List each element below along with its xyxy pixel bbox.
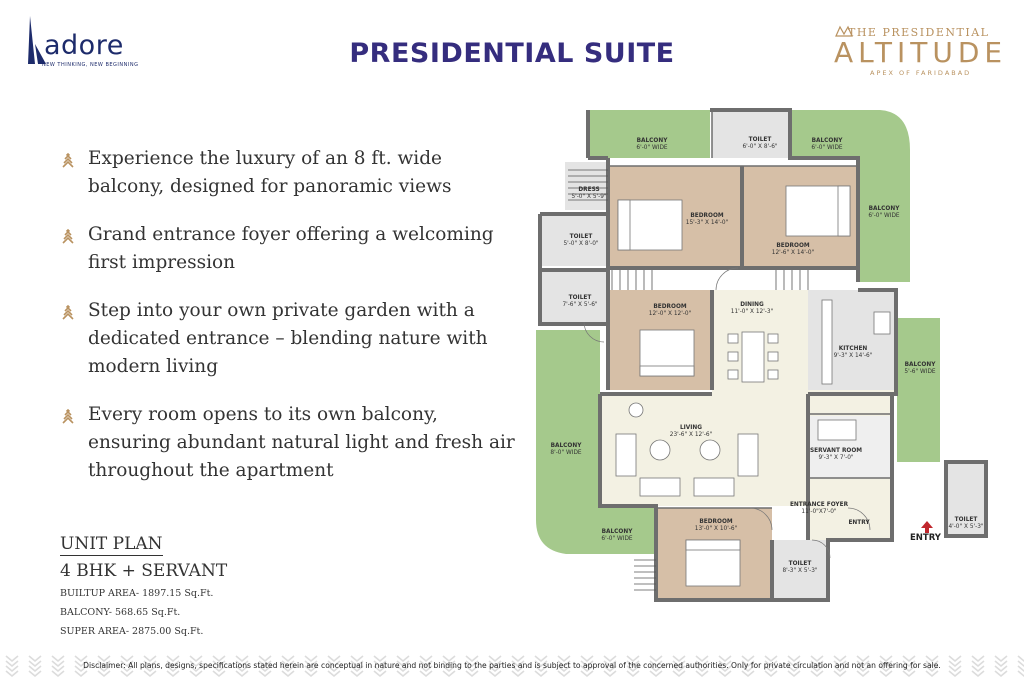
room-label: BALCONY 6'-0" WIDE [811, 138, 843, 151]
feature-item [60, 145, 520, 201]
chevron-stack-icon [60, 408, 76, 424]
project-logo-line2: ALTITUDE [834, 36, 1008, 69]
room-label: ENTRANCE FOYER 11'-0"X7'-0" [789, 502, 849, 515]
project-logo [830, 24, 1010, 80]
balcony-area: BALCONY- 568.65 Sq.Ft. [60, 607, 181, 618]
disclaimer: Disclaimer: All plans, designs, specifications stated herein are conceptual in nature and not binding to the parties and is subject to approval of the concerned authorities. Only for private circulation and not an offering for sale. [83, 661, 941, 670]
room-label: TOILET 6'-0" X 8'-6" [742, 137, 778, 150]
unit-type: 4 BHK + SERVANT [60, 561, 228, 581]
room-label: BALCONY 6'-0" WIDE [636, 138, 668, 151]
feature-text: Experience the luxury of an 8 ft. wide balcony, designed for panoramic views [88, 148, 452, 197]
room-label: BALCONY 8'-0" WIDE [550, 443, 582, 456]
room-label: BEDROOM 12'-6" X 14'-0" [771, 243, 815, 256]
chevron-stack-icon [60, 304, 76, 320]
feature-item [60, 401, 520, 485]
feature-text: Every room opens to its own balcony, ensuring abundant natural light and fresh air throughout the apartment [88, 404, 515, 481]
unit-plan-heading: UNIT PLAN [60, 534, 163, 554]
room-label: KITCHEN 9'-3" X 14'-6" [833, 346, 873, 359]
room-label: TOILET 7'-6" X 5'-6" [562, 295, 598, 308]
entry-arrow-icon [921, 521, 933, 533]
feature-text: Grand entrance foyer offering a welcoming first impression [88, 224, 494, 273]
project-logo-line1: THE PRESIDENTIAL [848, 26, 990, 39]
room-label: BALCONY 5'-6" WIDE [904, 362, 936, 375]
feature-item [60, 221, 520, 277]
entry-label: ENTRY [910, 533, 941, 543]
room-label: SERVANT ROOM 9'-3" X 7'-0" [809, 448, 863, 461]
room-label: BEDROOM 13'-0" X 10'-6" [694, 519, 738, 532]
room-label: BALCONY 6'-0" WIDE [868, 206, 900, 219]
feature-item [60, 297, 520, 381]
builtup-area: BUILTUP AREA- 1897.15 Sq.Ft. [60, 588, 214, 599]
chevron-stack-icon [60, 228, 76, 244]
room-label: BEDROOM 15'-3" X 14'-0" [685, 213, 729, 226]
feature-text: Step into your own private garden with a dedicated entrance – blending nature with modern living [88, 300, 488, 377]
room-label: DINING 11'-0" X 12'-3" [730, 302, 774, 315]
room-label: TOILET 8'-3" X 5'-3" [782, 561, 818, 574]
super-area: SUPER AREA- 2875.00 Sq.Ft. [60, 626, 204, 637]
brand-tagline: NEW THINKING, NEW BEGINNING [42, 62, 139, 68]
room-label: LIVING 23'-6" X 12'-6" [669, 425, 713, 438]
room-label: TOILET 4'-0" X 5'-3" [948, 517, 984, 530]
room-label: TOILET 5'-0" X 8'-0" [563, 234, 599, 247]
room-label: ENTRY [848, 520, 870, 526]
room-label: BALCONY 6'-0" WIDE [601, 529, 633, 542]
project-logo-line3: APEX OF FARIDABAD [870, 69, 972, 77]
room-label: DRESS 5'-0" X 5'-9" [571, 187, 607, 200]
unit-plan-info [60, 534, 227, 638]
room-label: BEDROOM 12'-0" X 12'-0" [648, 304, 692, 317]
brand-name: adore [44, 30, 124, 61]
feature-list [60, 145, 520, 485]
chevron-stack-icon [60, 152, 76, 168]
page-title: PRESIDENTIAL SUITE [349, 38, 675, 69]
